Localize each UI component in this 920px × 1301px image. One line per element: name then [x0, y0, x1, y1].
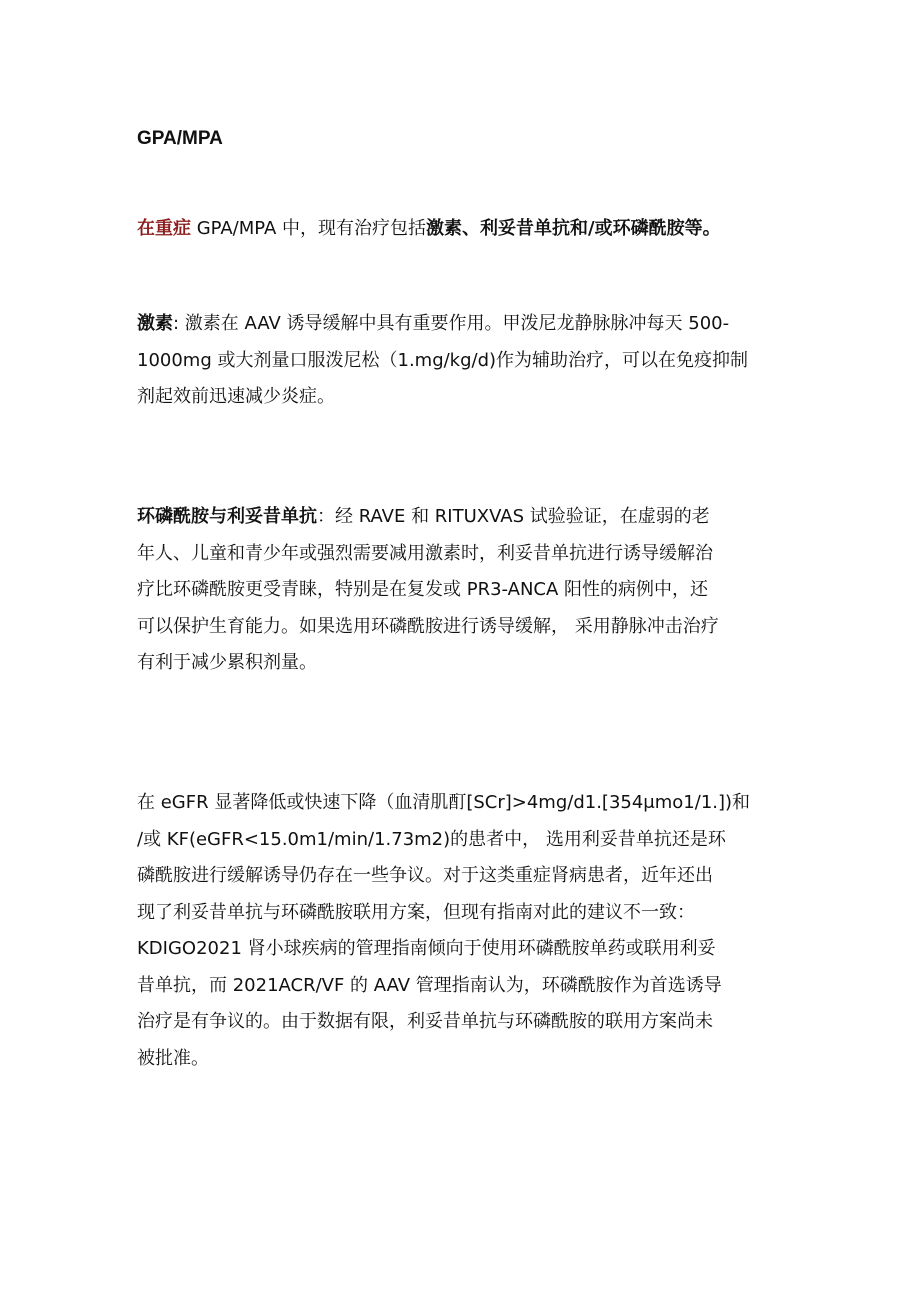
intro-bold: 激素、利妥昔单抗和/或环磷酰胺等。: [426, 218, 721, 239]
egfr-line-8: 被批准。: [137, 1047, 209, 1069]
egfr-paragraph: [137, 785, 797, 1077]
cyclophosphamide-line-1-text: ：经 RAVE 和 RITUXVAS 试验验证，在虚弱的老: [317, 506, 710, 527]
steroid-line-1: [137, 306, 797, 343]
intro-highlight: 在重症: [137, 218, 191, 239]
egfr-line-1: 在 eGFR 显著降低或快速下降（血清肌酊[SCr]>4mg∕d1.[354μmo1∕1.])和: [137, 792, 751, 813]
intro-paragraph: [137, 211, 797, 248]
steroid-label: 激素: [137, 313, 173, 334]
steroid-paragraph: [137, 306, 797, 416]
egfr-line-7: 治疗是有争议的。由于数据有限，利妥昔单抗与环磷酰胺的联用方案尚未: [137, 1011, 713, 1032]
egfr-line-3: 磷酰胺进行缓解诱导仍存在一些争议。对于这类重症肾病患者，近年还出: [137, 865, 713, 886]
cyclophosphamide-line-3: 疗比环磷酰胺更受青睐，特别是在复发或 PR3-ANCA 阳性的病例中，还: [137, 579, 709, 600]
cyclophosphamide-line-1: [137, 499, 797, 536]
cyclophosphamide-paragraph: [137, 499, 797, 682]
cyclophosphamide-label: 环磷酰胺与利妥昔单抗: [137, 506, 317, 527]
egfr-line-4: 现了利妥昔单抗与环磷酰胺联用方案，但现有指南对此的建议不一致：: [137, 901, 695, 923]
steroid-line-2: 1000mg 或大剂量口服泼尼松（1.mg/kg/d)作为辅助治疗，可以在免疫抑制: [137, 349, 749, 371]
egfr-line-2: ∕或 KF(eGFR<15.0m1∕min∕1.73m2)的患者中， 选用利妥昔单抗还是环: [137, 828, 726, 850]
steroid-line-1-text: : 激素在 AAV 诱导缓解中具有重要作用。甲泼尼龙静脉脉冲每天 500-: [173, 313, 730, 334]
cyclophosphamide-line-5: 有利于减少累积剂量。: [137, 652, 317, 673]
steroid-line-3: 剂起效前迅速减少炎症。: [137, 386, 335, 407]
document-title: GPA/MPA: [137, 128, 223, 149]
egfr-line-6: 昔单抗，而 2021ACR/VF 的 AAV 管理指南认为，环磷酰胺作为首选诱导: [137, 974, 722, 996]
cyclophosphamide-line-4: 可以保护生育能力。如果选用环磷酰胺进行诱导缓解， 采用静脉冲击治疗: [137, 615, 719, 637]
cyclophosphamide-line-2: 年人、儿童和青少年或强烈需要减用激素时，利妥昔单抗进行诱导缓解治: [137, 542, 713, 564]
intro-text: GPA/MPA 中，现有治疗包括: [191, 218, 427, 239]
egfr-line-5: KDIGO2021 肾小球疾病的管理指南倾向于使用环磷酰胺单药或联用利妥: [137, 938, 716, 959]
